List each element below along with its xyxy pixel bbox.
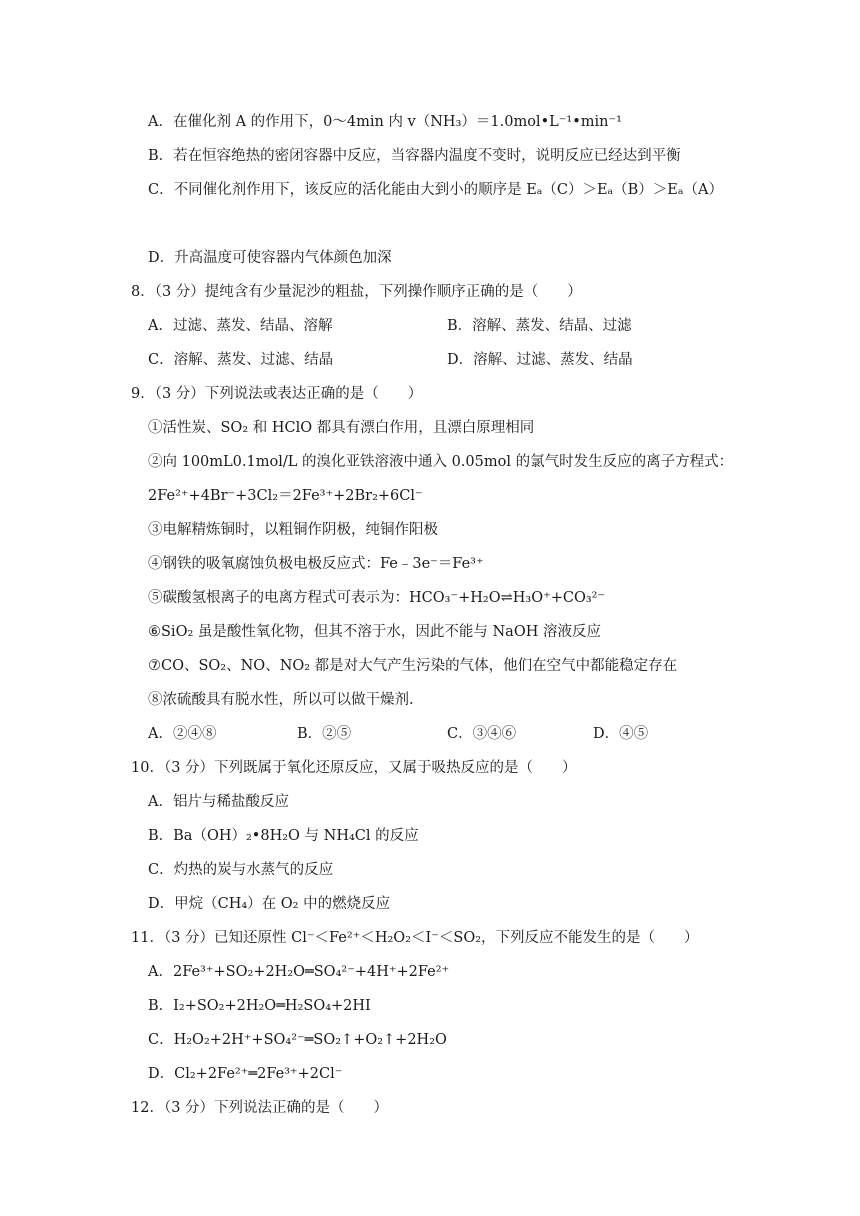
q10-option-b: B．Ba（OH）₂•8H₂O 与 NH₄Cl 的反应 <box>148 828 419 844</box>
q9-statement-8: ⑧浓硫酸具有脱水性，所以可以做干燥剂. <box>148 692 414 708</box>
q8-stem: 8．（3 分）提纯含有少量泥沙的粗盐，下列操作顺序正确的是（ ） <box>131 284 582 300</box>
q9-option-d: D．④⑤ <box>593 726 649 742</box>
q9-option-c: C．③④⑥ <box>447 726 517 742</box>
q9-statement-2: ②向 100mL0.1mol/L 的溴化亚铁溶液中通入 0.05mol 的氯气时发生反应的离子方程式： <box>148 454 734 470</box>
q11-option-b: B．I₂+SO₂+2H₂O═H₂SO₄+2HI <box>148 998 371 1014</box>
q9-option-b: B．②⑤ <box>297 726 352 742</box>
q8-option-a: A．过滤、蒸发、结晶、溶解 <box>148 318 333 334</box>
q7-option-d: D．升高温度可使容器内气体颜色加深 <box>148 250 392 266</box>
q11-option-c: C．H₂O₂+2H⁺+SO₄²⁻═SO₂↑+O₂↑+2H₂O <box>148 1032 447 1048</box>
q10-stem: 10．（3 分）下列既属于氧化还原反应，又属于吸热反应的是（ ） <box>131 760 577 776</box>
q9-option-a: A．②④⑧ <box>148 726 217 742</box>
q9-statement-6: ⑥SiO₂ 虽是酸性氧化物，但其不溶于水，因此不能与 NaOH 溶液反应 <box>148 624 601 640</box>
q10-option-d: D．甲烷（CH₄）在 O₂ 中的燃烧反应 <box>148 896 391 912</box>
q7-option-a: A．在催化剂 A 的作用下，0～4min 内 v（NH₃）＝1.0mol•L⁻¹•min⁻¹ <box>148 114 622 130</box>
q9-statement-1: ①活性炭、SO₂ 和 HClO 都具有漂白作用，且漂白原理相同 <box>148 420 535 436</box>
q9-statement-5: ⑤碳酸氢根离子的电离方程式可表示为：HCO₃⁻+H₂O⇌H₃O⁺+CO₃²⁻ <box>148 590 606 606</box>
q9-statement-4: ④钢铁的吸氧腐蚀负极电极反应式：Fe﹣3e⁻＝Fe³⁺ <box>148 556 484 572</box>
q8-option-d: D．溶解、过滤、蒸发、结晶 <box>447 352 633 368</box>
q7-option-c: C．不同催化剂作用下，该反应的活化能由大到小的顺序是 Eₐ（C）＞Eₐ（B）＞Eₐ（A） <box>148 182 723 198</box>
q11-option-a: A．2Fe³⁺+SO₂+2H₂O═SO₄²⁻+4H⁺+2Fe²⁺ <box>148 964 450 980</box>
q10-option-a: A．铝片与稀盐酸反应 <box>148 794 289 810</box>
q9-statement-7: ⑦CO、SO₂、NO、NO₂ 都是对大气产生污染的气体，他们在空气中都能稳定存在 <box>148 658 678 674</box>
q8-option-b: B．溶解、蒸发、结晶、过滤 <box>447 318 632 334</box>
q9-stem: 9．（3 分）下列说法或表达正确的是（ ） <box>131 386 423 402</box>
q12-stem: 12．（3 分）下列说法正确的是（ ） <box>131 1100 389 1116</box>
q11-stem: 11．（3 分）已知还原性 Cl⁻＜Fe²⁺＜H₂O₂＜I⁻＜SO₂，下列反应不能发生的是（ ） <box>131 930 699 946</box>
q11-option-d: D．Cl₂+2Fe²⁺═2Fe³⁺+2Cl⁻ <box>148 1066 343 1082</box>
q8-option-c: C．溶解、蒸发、过滤、结晶 <box>148 352 334 368</box>
q7-option-b: B．若在恒容绝热的密闭容器中反应，当容器内温度不变时，说明反应已经达到平衡 <box>148 148 681 164</box>
q10-option-c: C．灼热的炭与水蒸气的反应 <box>148 862 334 878</box>
q9-statement-3: ③电解精炼铜时，以粗铜作阴极，纯铜作阳极 <box>148 522 438 538</box>
q9-statement-2-equation: 2Fe²⁺+4Br⁻+3Cl₂＝2Fe³⁺+2Br₂+6Cl⁻ <box>148 488 423 504</box>
